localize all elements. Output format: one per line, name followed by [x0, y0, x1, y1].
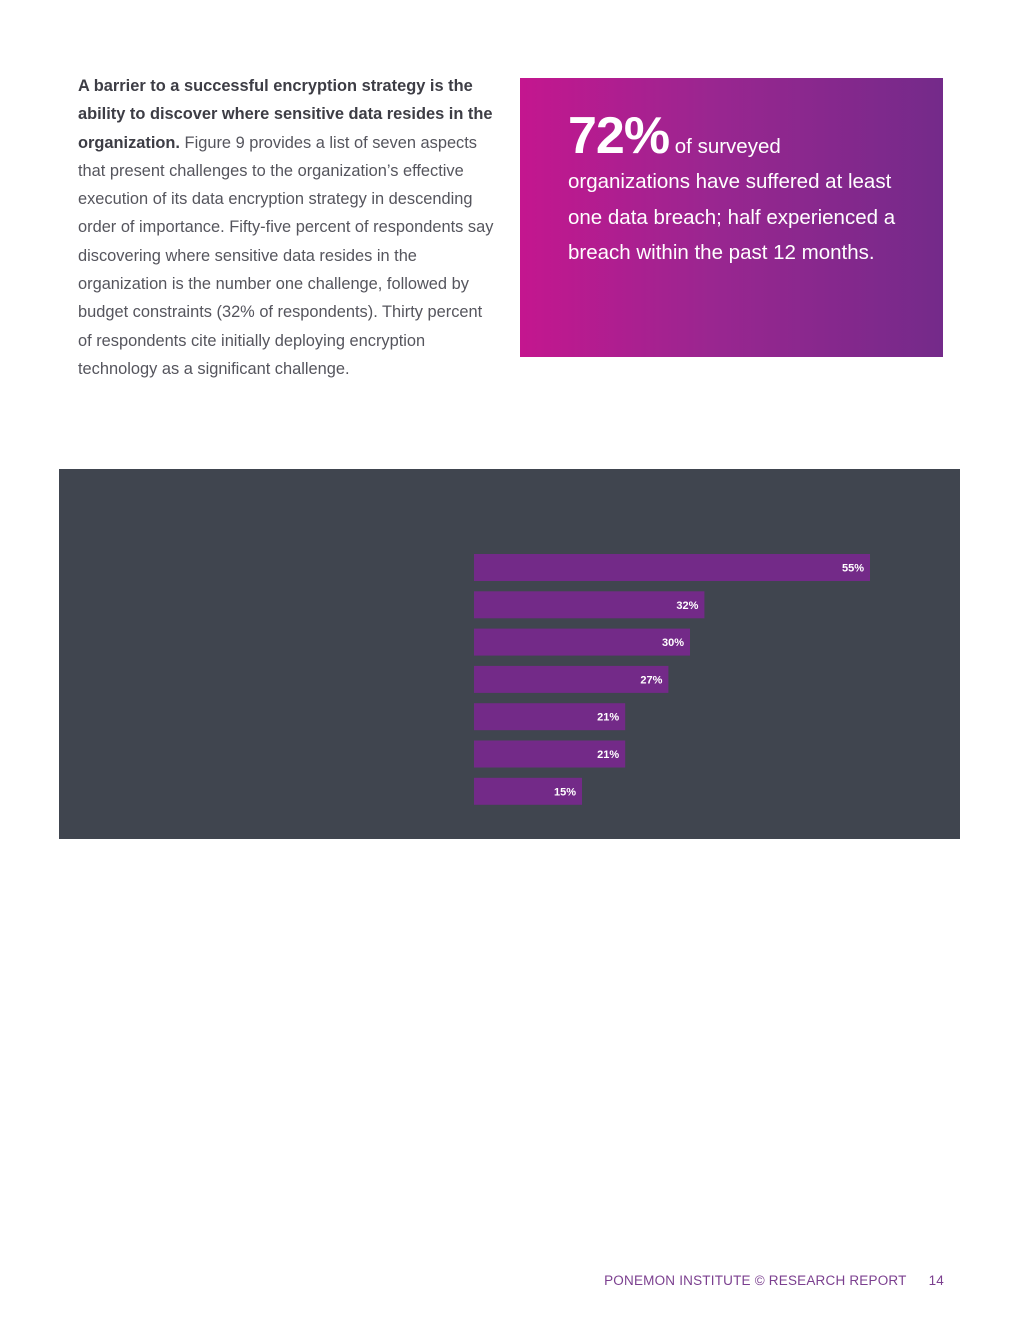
intro-paragraph [78, 72, 498, 383]
page-number: 14 [928, 1273, 944, 1288]
intro-lead: A barrier to a successful encryption strategy is the ability to discover where sensitive data resides in the organization. [78, 77, 493, 152]
bar-value-label-5: 21% [597, 711, 620, 724]
bar-value-label-7: 15% [553, 786, 576, 799]
chart-panel [59, 469, 960, 839]
footer-label: PONEMON INSTITUTE © RESEARCH REPORT [604, 1273, 907, 1288]
bar-1 [474, 554, 870, 581]
callout-stat: 72% [568, 107, 670, 165]
intro-body: Figure 9 provides a list of seven aspects that present challenges to the organization’s effective execution of its data encryption strategy in descending order of importance. Fifty-five percent of respondents say discovering where sensitive data resides in the organization is the number one challenge, followed by budget constraints (32% of respondents). Thirty percent of respondents cite initially deploying encryption technology as a significant challenge. [78, 133, 494, 378]
bar-value-label-6: 21% [597, 749, 620, 761]
bar-3 [474, 629, 690, 656]
bar-value-label-1: 55% [841, 562, 864, 575]
bar-4 [474, 666, 668, 693]
bar-value-label-3: 30% [661, 637, 684, 650]
bar-value-label-4: 27% [640, 674, 663, 687]
page-footer [604, 1273, 944, 1288]
bar-value-label-2: 32% [676, 599, 699, 612]
callout-text-block [568, 107, 903, 270]
bar-2 [474, 591, 704, 618]
bar-chart [59, 469, 960, 839]
callout-text: of surveyed organizations have suffered at least one data breach; half experienced a breach within the past 12 months. [568, 135, 896, 264]
stat-callout [520, 78, 943, 357]
